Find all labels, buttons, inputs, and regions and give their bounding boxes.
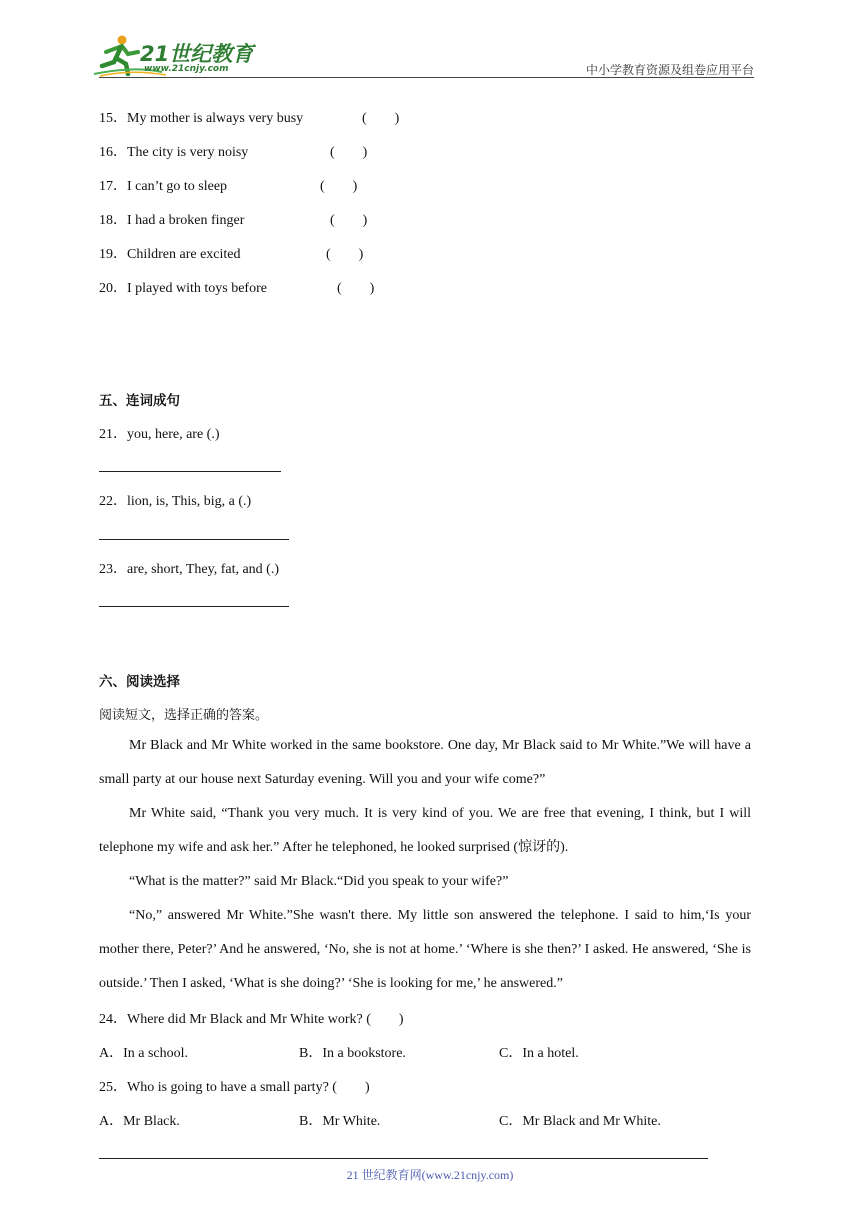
logo-url: www.21cnjy.com bbox=[144, 64, 229, 74]
question-number: 25． bbox=[99, 1080, 127, 1095]
list-item bbox=[99, 175, 227, 195]
passage-paragraph: “What is the matter?” said Mr Black.“Did you speak to your wife?” bbox=[129, 874, 509, 889]
logo-text: 21世纪教育 bbox=[140, 42, 254, 66]
header-platform-text: 中小学教育资源及组卷应用平台 bbox=[585, 63, 754, 77]
question-number: 21． bbox=[99, 427, 127, 442]
question-text: you, here, are (.) bbox=[127, 427, 220, 442]
question-number: 15． bbox=[99, 111, 127, 126]
list-item bbox=[99, 277, 267, 297]
list-item bbox=[99, 141, 248, 161]
footer-link[interactable]: 21 世纪教育网(www.21cnjy.com) bbox=[346, 1168, 514, 1182]
question-number: 24． bbox=[99, 1012, 127, 1027]
footer-divider bbox=[99, 1158, 708, 1159]
question-number: 23． bbox=[99, 562, 127, 577]
question-number: 20． bbox=[99, 281, 127, 296]
answer-line[interactable] bbox=[99, 471, 281, 472]
instruction-text: 阅读短文，选择正确的答案。 bbox=[99, 708, 269, 723]
answer-line[interactable] bbox=[99, 606, 289, 607]
answer-paren[interactable]: ( ) bbox=[330, 213, 368, 228]
question-text: My mother is always very busy bbox=[127, 111, 304, 126]
list-item bbox=[99, 490, 251, 510]
answer-line[interactable] bbox=[99, 539, 289, 540]
option-b[interactable]: B．In a bookstore. bbox=[299, 1046, 406, 1061]
passage-paragraph: Mr Black and Mr White worked in the same bookstore. One day, Mr Black said to Mr White.”We will have a small party at our house next Saturday evening. Will you and your wife come?” bbox=[99, 738, 751, 787]
question-number: 22． bbox=[99, 494, 127, 509]
option-c[interactable]: C．In a hotel. bbox=[499, 1046, 579, 1061]
question-text: The city is very noisy bbox=[127, 145, 249, 160]
answer-paren[interactable]: ( ) bbox=[330, 145, 368, 160]
question-text: Children are excited bbox=[127, 247, 241, 262]
question-text: lion, is, This, big, a (.) bbox=[127, 494, 252, 509]
list-item bbox=[99, 558, 279, 578]
question-number: 16． bbox=[99, 145, 127, 160]
answer-paren[interactable]: ( ) bbox=[337, 281, 375, 296]
answer-paren[interactable]: ( ) bbox=[362, 111, 400, 126]
option-a[interactable]: A．Mr Black. bbox=[99, 1114, 180, 1129]
passage-paragraph: “No,” answered Mr White.”She wasn't there. My little son answered the telephone. I said to him,‘Is your mother there, Peter?’ And he answered, ‘No, she is not at home.’ ‘Where is she then?’ I asked. He answered, ‘She is outside.’ Then I asked, ‘What is she doing?’ ‘She is looking for me,’ he answered.” bbox=[99, 908, 751, 991]
list-item bbox=[99, 243, 241, 263]
list-item bbox=[99, 1008, 404, 1028]
question-text: I can’t go to sleep bbox=[127, 179, 228, 194]
question-text: Who is going to have a small party? ( ) bbox=[127, 1080, 370, 1095]
list-item bbox=[99, 107, 303, 127]
list-item bbox=[99, 423, 220, 443]
question-text: Where did Mr Black and Mr White work? ( ) bbox=[127, 1012, 404, 1027]
question-text: are, short, They, fat, and (.) bbox=[127, 562, 279, 577]
section-title: 六、阅读选择 bbox=[99, 674, 180, 690]
question-number: 18． bbox=[99, 213, 127, 228]
answer-paren[interactable]: ( ) bbox=[320, 179, 358, 194]
option-c[interactable]: C．Mr Black and Mr White. bbox=[499, 1114, 661, 1129]
passage-paragraph: Mr White said, “Thank you very much. It is very kind of you. We are free that evening, I think, but I will telephone my wife and ask her.” After he telephoned, he looked surprised (惊讶的). bbox=[99, 806, 751, 855]
list-item bbox=[99, 1076, 370, 1096]
list-item bbox=[99, 209, 244, 229]
question-number: 17． bbox=[99, 179, 127, 194]
question-text: I played with toys before bbox=[127, 281, 267, 296]
logo bbox=[92, 32, 262, 78]
header-divider bbox=[99, 77, 754, 78]
question-text: I had a broken finger bbox=[127, 213, 245, 228]
question-number: 19． bbox=[99, 247, 127, 262]
answer-paren[interactable]: ( ) bbox=[326, 247, 364, 262]
option-b[interactable]: B．Mr White. bbox=[299, 1114, 381, 1129]
section-title: 五、连词成句 bbox=[99, 393, 180, 409]
option-a[interactable]: A．In a school. bbox=[99, 1046, 189, 1061]
